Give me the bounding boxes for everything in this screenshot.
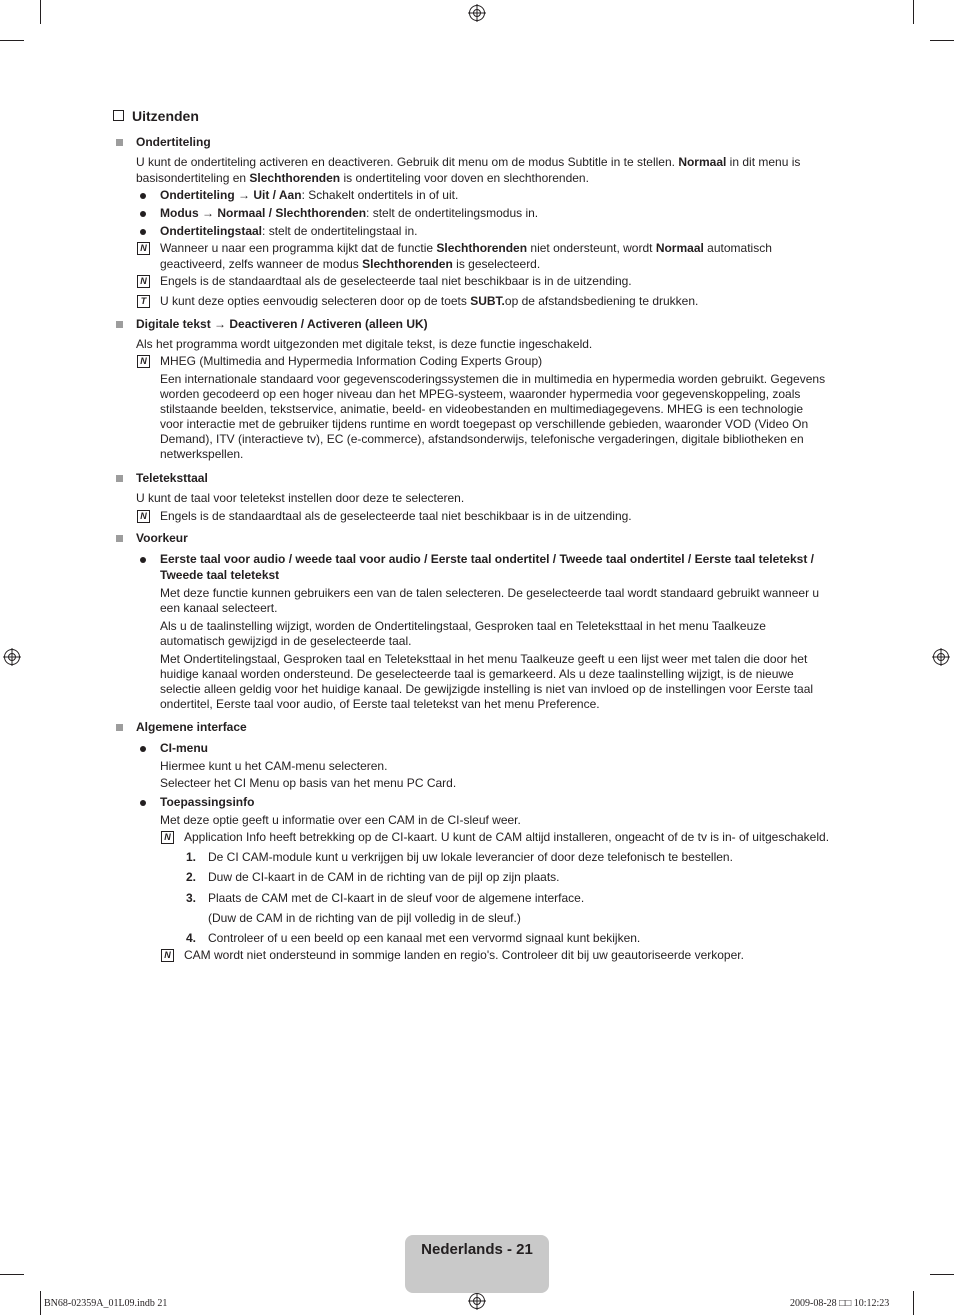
- voorkeur-bullet-title: Tweede taal teletekst: [160, 568, 280, 582]
- note-text: Application Info heeft betrekking op de CI-kaart. U kunt de CAM altijd installeren, ongeacht of de tv is in- of uitgeschakeld.: [184, 830, 830, 844]
- note-icon: N: [137, 275, 150, 288]
- bullet-item: [160, 224, 865, 239]
- teleteksttaal-heading: Teleteksttaal: [136, 471, 208, 485]
- paragraph-line: een kanaal selecteert.: [160, 601, 278, 615]
- note-icon: N: [137, 510, 150, 523]
- note-icon: N: [161, 949, 174, 962]
- note-text: MHEG (Multimedia and Hypermedia Information Coding Experts Group): [160, 354, 543, 368]
- text-segment: op de afstandsbediening te drukken.: [504, 294, 699, 308]
- text-segment: is ondertiteling voor doven en slechthorenden.: [340, 171, 589, 185]
- ci-menu-title: CI-menu: [160, 741, 208, 755]
- bold-segment: Normaal: [678, 155, 727, 169]
- crop-mark: [913, 1291, 914, 1315]
- bullet-dot-icon: [140, 557, 146, 563]
- bold-segment: Slechthorenden: [249, 171, 341, 185]
- text-segment: in dit menu is: [726, 155, 801, 169]
- text-segment: automatisch: [703, 241, 772, 255]
- imprint-date: 2009-08-28 □□ 10:12:23: [790, 1298, 890, 1309]
- toepassingsinfo-text: Met deze optie geeft u informatie over een CAM in de CI-sleuf weer.: [160, 813, 521, 827]
- note-icon: N: [137, 242, 150, 255]
- paragraph-line: Met Ondertitelingstaal, Gesproken taal en Teleteksttaal in het menu Taalkeuze geeft u een lijst weer met talen die door het: [160, 652, 808, 666]
- text-segment: : stelt de ondertitelingsmodus in.: [366, 206, 539, 220]
- voorkeur-bullet-title: Eerste taal voor audio / weede taal voor audio / Eerste taal ondertitel / Tweede taal ondertitel / Eerste taal teletekst /: [160, 552, 814, 566]
- note-icon: N: [137, 355, 150, 368]
- crop-mark: [913, 0, 914, 24]
- paragraph-line: Als u de taalinstelling wijzigt, worden de Ondertitelingstaal, Gesproken taal en Teleteksttaal in het menu Taalkeuze: [160, 619, 766, 633]
- crop-mark: [930, 1274, 954, 1275]
- step-text: Duw de CI-kaart in de CAM in de richting van de pijl op zijn plaats.: [208, 870, 560, 884]
- registration-mark-icon: [468, 4, 486, 22]
- paragraph-line: worden gecodeerd op een hoger niveau dan het MPEG-systeem, waaronder hypermedia voor gegevenskoppeling, zoals: [160, 387, 801, 401]
- square-bullet-icon: [116, 475, 123, 482]
- text-segment: U kunt deze opties eenvoudig selecteren door op de toets: [160, 294, 471, 308]
- bold-segment: Ondertiteling → Uit / Aan: [160, 188, 302, 202]
- checkbox-outline-icon: [113, 110, 124, 121]
- voorkeur-paragraph: [160, 619, 865, 649]
- paragraph-line: Een internationale standaard voor gegevenscoderingssystemen die in multimedia en hypermedia worden gebruikt. Gegevens: [160, 372, 826, 386]
- paragraph-line: automatisch gewijzigd in de geselecteerde taal.: [160, 634, 412, 648]
- section-title-text: Uitzenden: [132, 108, 199, 124]
- crop-mark: [0, 1274, 24, 1275]
- step-text: De CI CAM-module kunt u verkrijgen bij uw lokale leverancier of door deze telefonisch te bestellen.: [208, 850, 733, 864]
- paragraph-line: stilstaande beelden, tekstservice, animatie, beeld- en videobestanden en multimediagegevens. MHEG is een technologie: [160, 402, 804, 416]
- text-segment: is geselecteerd.: [452, 257, 541, 271]
- square-bullet-icon: [116, 139, 123, 146]
- bold-segment: SUBT.: [470, 294, 505, 308]
- imprint-file: BN68-02359A_01L09.indb 21: [44, 1298, 168, 1309]
- square-bullet-icon: [116, 724, 123, 731]
- page-number-label: Nederlands - 21: [421, 1241, 533, 1258]
- crop-mark: [40, 0, 41, 24]
- bullet-dot-icon: [140, 193, 146, 199]
- section-title: [113, 109, 199, 124]
- bold-segment: Ondertitelingstaal: [160, 224, 263, 238]
- note-icon: N: [161, 831, 174, 844]
- remote-button-icon: T: [137, 295, 150, 308]
- crop-mark: [930, 40, 954, 41]
- note-text: [160, 241, 865, 256]
- digitale-tekst-text: Als het programma wordt uitgezonden met digitale tekst, is deze functie ingeschakeld.: [136, 337, 593, 351]
- note-text: [160, 257, 865, 272]
- step-subtext: (Duw de CAM in de richting van de pijl volledig in de sleuf.): [208, 911, 521, 925]
- text-segment: niet ondersteunt, wordt: [527, 241, 656, 255]
- digitale-tekst-heading: Digitale tekst → Deactiveren / Activeren (alleen UK): [136, 317, 428, 331]
- crop-mark: [40, 1291, 41, 1315]
- ci-menu-text: Hiermee kunt u het CAM-menu selecteren.: [160, 759, 388, 773]
- registration-mark-icon: [468, 1292, 486, 1310]
- square-bullet-icon: [116, 535, 123, 542]
- text-segment: geactiveerd, zelfs wanneer de modus: [160, 257, 363, 271]
- step-text: Plaats de CAM met de CI-kaart in de sleuf voor de algemene interface.: [208, 891, 585, 905]
- square-bullet-icon: [116, 321, 123, 328]
- bold-segment: Normaal: [655, 241, 704, 255]
- note-text: Engels is de standaardtaal als de geselecteerde taal niet beschikbaar is in de uitzending.: [160, 509, 632, 523]
- ondertiteling-intro-line: [136, 155, 841, 170]
- text-segment: : stelt de ondertitelingstaal in.: [262, 224, 418, 238]
- note-text: CAM wordt niet ondersteund in sommige landen en regio's. Controleer dit bij uw geautoriseerde verkoper.: [184, 948, 744, 962]
- paragraph-line: voor interactie met de gebruiker tijdens runtime en wordt toegepast op verschillende gebieden, waaronder VOD (Video On: [160, 417, 809, 431]
- bullet-item: [160, 206, 865, 221]
- note-text: Engels is de standaardtaal als de geselecteerde taal niet beschikbaar is in de uitzending.: [160, 274, 632, 288]
- registration-mark-icon: [932, 648, 950, 666]
- mheg-paragraph: [160, 372, 865, 462]
- paragraph-line: netwerkspellen.: [160, 447, 244, 461]
- toepassingsinfo-title: Toepassingsinfo: [160, 795, 255, 809]
- bullet-dot-icon: [140, 211, 146, 217]
- step-number: 4.: [186, 931, 197, 945]
- bullet-dot-icon: [140, 746, 146, 752]
- step-number: 2.: [186, 870, 197, 884]
- text-segment: : Schakelt ondertitels in of uit.: [301, 188, 459, 202]
- ondertiteling-intro-line: [136, 171, 841, 186]
- ondertiteling-heading: Ondertiteling: [136, 135, 211, 149]
- voorkeur-paragraph: [160, 586, 865, 616]
- algemene-interface-heading: Algemene interface: [136, 720, 247, 734]
- bold-segment: Slechthorenden: [362, 257, 453, 271]
- crop-mark: [0, 40, 24, 41]
- bullet-dot-icon: [140, 229, 146, 235]
- voorkeur-paragraph: [160, 652, 865, 712]
- text-segment: basisondertiteling en: [136, 171, 250, 185]
- step-text: Controleer of u een beeld op een kanaal met een vervormd signaal kunt bekijken.: [208, 931, 641, 945]
- text-segment: Wanneer u naar een programma kijkt dat de functie: [160, 241, 437, 255]
- step-number: 3.: [186, 891, 197, 905]
- paragraph-line: ondertitel, Eerste taal voor audio, of Eerste taal teletekst van het menu Preference.: [160, 697, 600, 711]
- bullet-dot-icon: [140, 800, 146, 806]
- paragraph-line: selectie alleen geldig voor het huidige kanaal. De gewijzigde instelling is niet van invloed op de instellingen voor Eerste taal: [160, 682, 814, 696]
- ci-menu-text: Selecteer het CI Menu op basis van het menu PC Card.: [160, 776, 457, 790]
- voorkeur-heading: Voorkeur: [136, 531, 188, 545]
- step-number: 1.: [186, 850, 197, 864]
- bold-segment: Slechthorenden: [436, 241, 528, 255]
- registration-mark-icon: [3, 648, 21, 666]
- paragraph-line: Met deze functie kunnen gebruikers een van de talen selecteren. De geselecteerde taal wordt standaard gebruikt wanneer u: [160, 586, 820, 600]
- paragraph-line: huidige kanaal worden ondersteund. De geselecteerde taal is gemarkeerd. Als u deze taalinstelling wijzigt, is de nieuwe: [160, 667, 794, 681]
- teleteksttaal-text: U kunt de taal voor teletekst instellen door deze te selecteren.: [136, 491, 465, 505]
- text-segment: U kunt de ondertiteling activeren en deactiveren. Gebruik dit menu om de modus Subtitle in te stellen.: [136, 155, 679, 169]
- note-text: [160, 294, 865, 309]
- bold-segment: Modus → Normaal / Slechthorenden: [160, 206, 367, 220]
- paragraph-line: Demand), ITV (interactieve tv), EC (e-commerce), afstandsonderwijs, telefonische vergaderingen, digitale bibliotheken en: [160, 432, 804, 446]
- bullet-item: [160, 188, 865, 203]
